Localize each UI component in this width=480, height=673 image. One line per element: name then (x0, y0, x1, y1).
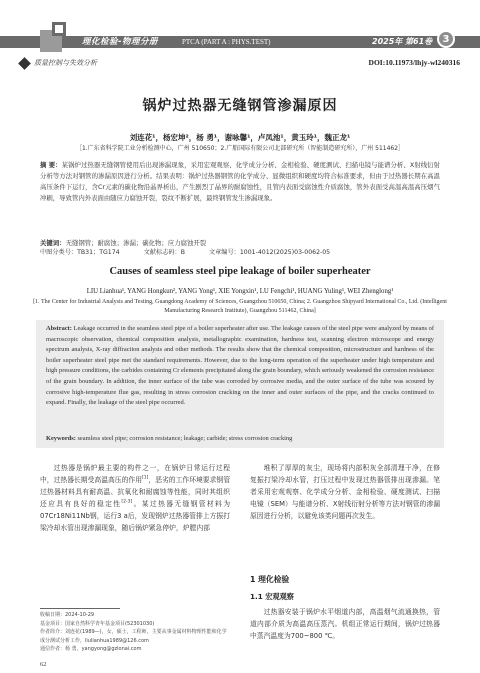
section-1-1-paragraph: 过热器安装于锅炉水平烟道内部，高温烟气流通换热，管道内部介质为高温高压蒸汽。机组正常运行期间，锅炉过热器中蒸汽温度为700~800 ℃。 (250, 608, 440, 640)
section-column: 质量控制与失效分析 (34, 59, 97, 67)
abstract-en (46, 324, 434, 409)
fund-project: 基金项目：国家自然科学青年基金项目(52301030) (40, 620, 155, 627)
body-column-left (40, 462, 230, 534)
authors-cn: 刘连花¹，杨宏坤²，杨 勇¹，谢咏馨¹，卢凤池¹，黄玉玲¹，魏正龙¹ (129, 133, 351, 142)
affiliation-en: [1. The Center for Industrial Analysis and Testing, Guangdong Academy of Sciences, Guangzhou 510650, China; 2. Guangzhou Shipyard International Co., Ltd. (Intelligent Manufacturing Research Institute), Guangzhou 511462, China] (33, 299, 447, 314)
body-paragraph: 过热器是锅炉最主要的构件之一，在锅炉日常运行过程中，过热器长期受高温高压的作用[1]，恶劣的工作环境要求钢管过热器材料具有耐高温、抗氧化和耐腐蚀等性能，同时其组织还应具有良好的稳定性[2-3]。某过热器无缝钢管材料为07Cr18Ni11Nb钢，运行3 a后，发现钢炉过热器管排上方振打梁冷却水管出现渗漏现象，随后锅炉紧急停炉，炉膛内部 (40, 464, 231, 532)
body-paragraph: 堆积了厚厚的灰尘，现场将内部积灰全部清理干净，在修复振打梁冷却水管，打压过程中发现过热器管排出现渗漏。笔者采用宏观观察、化学成分分析、金相检验、硬度测试、扫描电镜（SEM）与能谱分析、X射线衍射分析等方法对钢管的渗漏原因进行分析，以避免该类问题再次发生。 (250, 464, 440, 520)
footnote (40, 611, 230, 654)
corresponding-author: 通信作者：杨 勇，yangyong@gzlonai.com (40, 646, 142, 653)
doc-code: 文献标志码：B (143, 249, 185, 256)
body-column-right (250, 462, 440, 522)
header-issue: 2025年 第61卷 (372, 37, 433, 46)
keywords-en-label: Keywords: (46, 435, 76, 442)
keywords-cn (40, 238, 440, 248)
citation: [1] (142, 475, 149, 481)
keywords-cn-label: 关键词： (40, 239, 66, 247)
sub-header (20, 56, 460, 74)
citation: [2-3] (121, 499, 133, 505)
header-column-name: 理化检验-物理分册 (82, 37, 159, 47)
header-issue-number: 3 (437, 30, 455, 48)
classification-cn (40, 248, 440, 258)
affiliation-cn: ［1.广东省科学院工业分析检测中心，广州 510650；2.广船国际有限公司北部研究所（智能制造研究所），广州 511462］ (75, 145, 405, 152)
abstract-cn-text: 某锅炉过热器无缝钢管使用后出现渗漏现象，采用宏观观察、化学成分分析、金相检验、硬度测试、扫描电镜与能谱分析、X射线衍射分析等方法对钢管的渗漏原因进行分析。结果表明：锅炉过热器钢管的化学成分、显微组织和硬度均符合标准要求，但由于过热器长期在高温高压条件下运行，含Cr元素的碳化物沿晶界析出，产生剧烈了晶界的耐腐蚀性，且管内表面受腐蚀性介质腐蚀，管外表面受高温高温高压烟气冲刷，导致管内外表面由随应力腐蚀开裂，裂纹不断扩展，最终钢管发生渗漏现象。 (40, 161, 440, 202)
keywords-en (46, 434, 434, 444)
header-journal-name: PTCA (PART A : PHYS.TEST) (182, 38, 271, 46)
abstract-cn-label: 摘 要： (40, 161, 62, 169)
section-heading-1: 1 理化检验 (250, 575, 290, 584)
authors-en: LIU Lianhua¹, YANG Hongkun², YANG Yong¹, XIE Yongxin¹, LU Fengchi¹, HUANG Yuling¹, WEI Zhenglong¹ (86, 288, 394, 295)
title-en: Causes of seamless steel pipe leakage of boiler superheater (109, 266, 371, 277)
clc-number: 中图分类号：TB31；TG174 (40, 249, 120, 256)
diamond-icon (18, 57, 31, 70)
abstract-en-label: Abstract: (46, 325, 72, 332)
footnote-divider (40, 608, 120, 609)
received-date: 收稿日期：2024-10-29 (40, 612, 95, 618)
journal-logo-icon (40, 22, 74, 56)
article-number: 文章编号：1001-4012(2025)03-0062-05 (208, 249, 331, 256)
author-bio: 作者简介：刘连花(1989—)，女，硕士，工程师，主要从事金属材料物理性能和化学成分测试分析工作，liulianhua1989@126.com (40, 629, 227, 644)
abstract-cn (40, 160, 440, 204)
page-number: 62 (40, 661, 47, 668)
doi: DOI:10.11973/lhjy-wl240316 (368, 58, 460, 67)
title-cn: 锅炉过热器无缝钢管渗漏原因 (142, 98, 338, 114)
abstract-en-text: Leakage occurred in the seamless steel pipe of a boiler superheater after use. The leakage causes of the steel pipe were analyzed by means of macroscopic observation, chemical composition analysis, metallographic examination, hardness test, scanning electron microscope and energy spectrum analysis, X-ray diffraction analysis and other methods. The results show that the chemical composition, microstructure and hardness of the boiler superheater steel pipe met the standard requirements. However, due to the long-term operation of the superheater under high temperature and high pressure conditions, the carbides containing Cr elements precipitated along the grain boundary, which seriously weakened the corrosion resistance of the grain boundary. In addition, the inner surface of the tube was corroded by corrosive media, and the outer surface of the tube was scoured by corrosive high-temperature flue gas, resulting in stress corrosion cracking on the inner and outer surfaces of the pipe, and the cracks continued to expand. Finally, the leakage of the steel pipe occurred. (46, 325, 434, 407)
keywords-en-text: seamless steel pipe; corrosion resistance; leakage; carbide; stress corrosion cracking (77, 435, 293, 442)
section-heading-1-1: 1.1 宏观观察 (250, 592, 294, 601)
page-header (0, 0, 480, 56)
keywords-cn-text: 无缝钢管；耐腐蚀；渗漏；碳化物；应力腐蚀开裂 (65, 239, 207, 247)
